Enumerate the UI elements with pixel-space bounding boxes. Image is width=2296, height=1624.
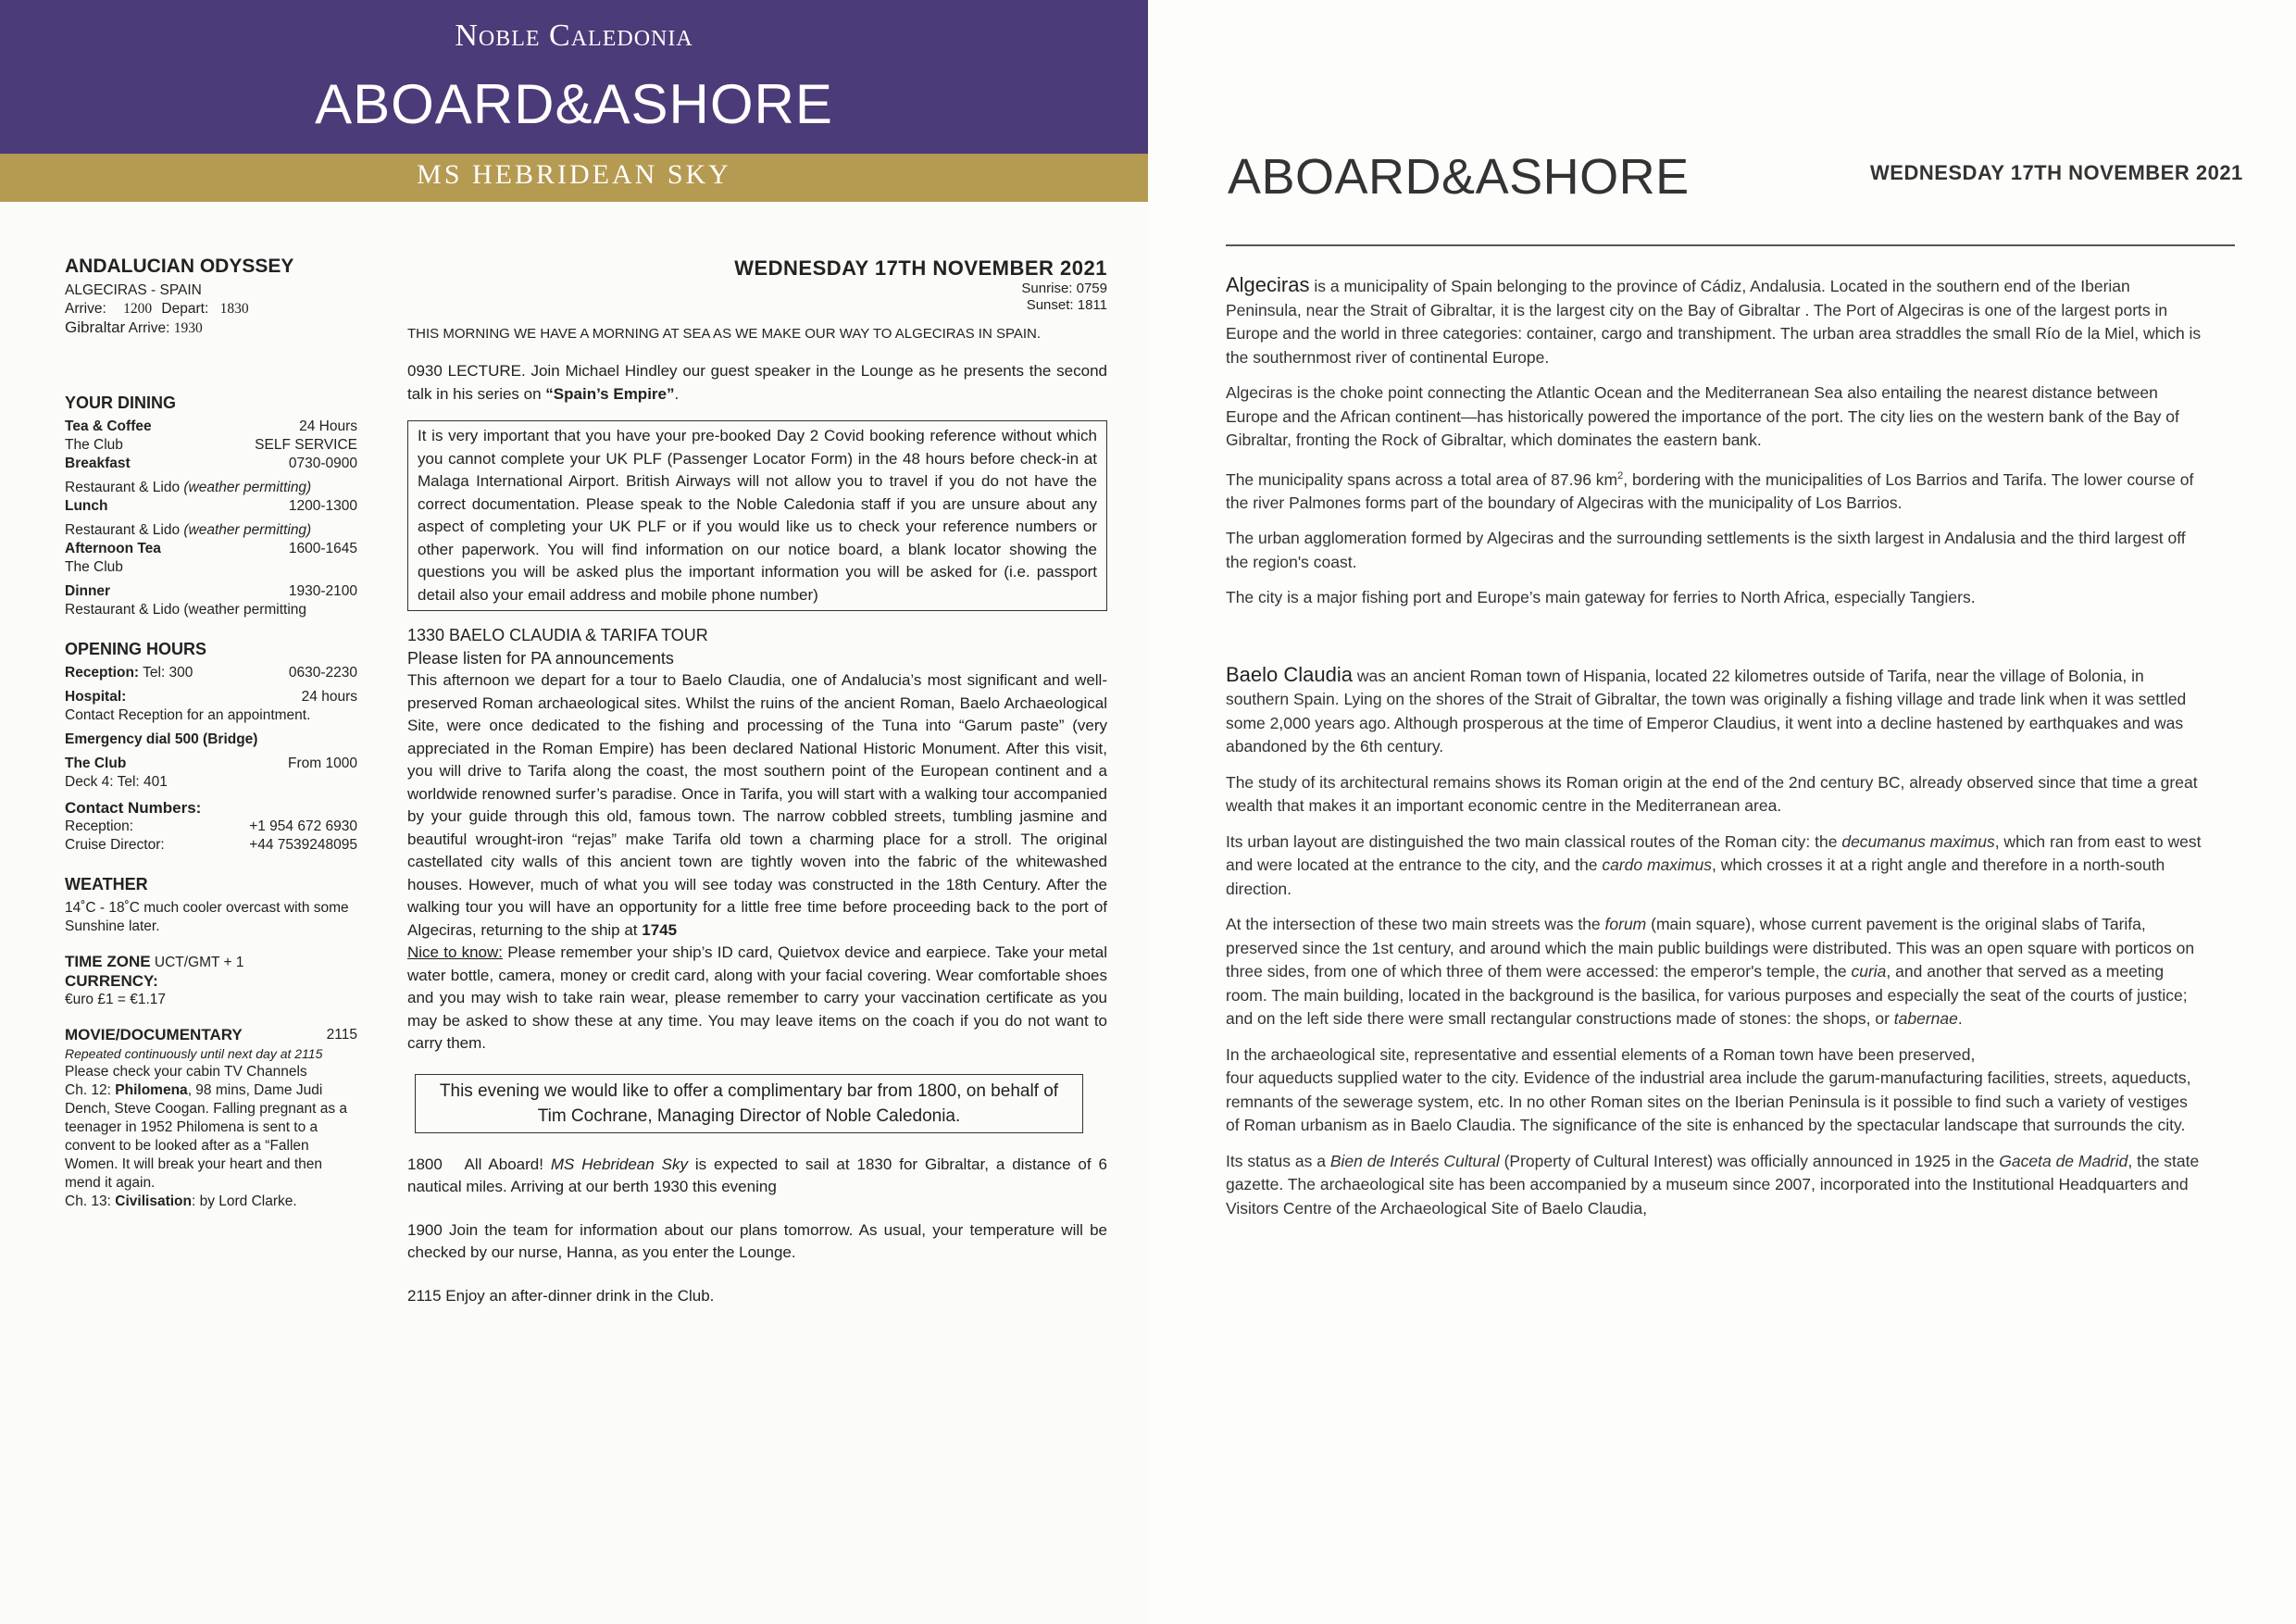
gib-arrive-label: Arrive:	[128, 320, 170, 336]
weather-heading: WEATHER	[65, 875, 148, 893]
depart-time: 1830	[219, 301, 249, 317]
lunch-weather: (weather permitting)	[183, 522, 312, 538]
afternoon-place: The Club	[65, 559, 123, 575]
baelo-p3-i1: decumanus maximus	[1841, 831, 1995, 851]
baelo-p3-c: , which crosses it at a right angle and therefore in a north-south direction.	[1226, 856, 2165, 898]
afternoon-time: 1600-1645	[288, 541, 357, 556]
tea-time: 24 Hours	[299, 418, 357, 434]
tea-service: SELF SERVICE	[255, 437, 357, 453]
header-banner	[0, 0, 1148, 154]
all-aboard-paragraph	[407, 1154, 1107, 1199]
algeciras-p5: The city is a major fishing port and Europe’s main gateway for ferries to North Africa, especially Tangiers.	[1226, 588, 1976, 607]
baelo-p5-a: In the archaeological site, representative and essential elements of a Roman town have been preserved,	[1226, 1044, 1976, 1064]
ch12-title: Philomena	[115, 1082, 188, 1098]
movie-time: 2115	[326, 1027, 357, 1043]
dining-heading: YOUR DINING	[65, 394, 177, 412]
baelo-p3	[1226, 831, 2203, 902]
baelo-p3-b: , which ran from east to west and were located at the entrance to the city, and the	[1226, 831, 2202, 875]
weather-text: 14˚C - 18˚C much cooler overcast with some Sunshine later.	[65, 900, 349, 934]
tea-label: Tea & Coffee	[65, 418, 152, 434]
sunset: Sunset: 1811	[1026, 296, 1107, 313]
channel-13	[65, 1193, 357, 1211]
aboard-time: 1800	[407, 1155, 443, 1173]
dinner-label: Dinner	[65, 583, 111, 599]
emergency-line: Emergency dial 500 (Bridge)	[65, 731, 258, 747]
baelo-p4-a: At the intersection of these two main streets was the	[1226, 915, 1605, 934]
sidebar	[65, 257, 357, 1211]
arrive-label: Arrive:	[65, 301, 106, 317]
algeciras-lead: Algeciras	[1226, 273, 1310, 296]
timezone-label: TIME ZONE	[65, 953, 151, 970]
currency-value: €uro £1 = €1.17	[65, 992, 167, 1007]
baelo-p4-i3: tabernae	[1893, 1009, 1958, 1029]
gib-arrive-time: 1930	[173, 320, 203, 336]
channel-12	[65, 1081, 357, 1193]
algeciras-p3-b: , bordering with the municipalities of Los Barrios and Tarifa. The lower course of the river Palmones forms part of the boundary of Algeciras with the municipality of Los Barrios.	[1226, 469, 2194, 512]
dinner-time: 1930-2100	[288, 583, 357, 599]
baelo-p5-b: four aqueducts supplied water to the city. Evidence of the industrial area include the garum-manufacturing facilities, streets, aqueducts, remnants of the sewerage system, etc. In no other Roman sites on the Iberian Peninsula is it possible to find such a variety of vestiges of Roman urbanism as in Baelo Claudia. The significance of the site is enhanced by the spectacular landscape that surrounds the city.	[1226, 1068, 2191, 1135]
contact-cd-number: +44 7539248095	[249, 837, 357, 853]
baelo-p6-i1: Bien de Interés Cultural	[1329, 1151, 1500, 1170]
breakfast-label: Breakfast	[65, 456, 131, 471]
team-text: Join the team for information about our plans tomorrow. As usual, your temperature will be checked by our nurse, Hanna, as you enter the Lounge.	[407, 1220, 1107, 1261]
masthead-title: ABOARD&ASHORE	[315, 73, 833, 135]
port-times	[65, 300, 357, 319]
reception-time: 0630-2230	[288, 665, 357, 681]
right-masthead: ABOARD&ASHORE	[1228, 149, 1690, 205]
aboard-text: is expected to sail at 1830 for Gibraltar, a distance of 6 nautical miles. Arriving at our berth 1930 this evening	[407, 1155, 1107, 1195]
dinner-place: Restaurant & Lido (weather permitting	[65, 602, 307, 618]
enjoy-paragraph	[407, 1285, 1107, 1308]
port-name: ALGECIRAS - SPAIN	[65, 282, 202, 298]
team-paragraph	[407, 1219, 1107, 1265]
algeciras-p2: Algeciras is the choke point connecting the Atlantic Ocean and the Mediterranean Sea also entailing the nearest distance between Europe and the African continent—has historically powered the importance of the port. The city lies on the western bank of the Bay of Gibraltar, fronting the Rock of Gibraltar, which dominates the eastern bank.	[1226, 383, 2179, 449]
tour-return-time: 1745	[642, 920, 678, 939]
gibraltar-times	[65, 319, 357, 338]
breakfast-place: Restaurant & Lido	[65, 480, 181, 495]
lunch-label: Lunch	[65, 498, 108, 514]
nice-to-know	[407, 942, 1107, 1056]
page-date: WEDNESDAY 17TH NOVEMBER 2021	[734, 256, 1107, 280]
lecture-end: .	[674, 384, 680, 403]
algeciras-p3	[1226, 465, 2203, 516]
ch13-label: Ch. 13:	[65, 1193, 111, 1209]
baelo-p6-c: , the state gazette. The archaeological site has been accompanied by a museum since 2007, incorporated into the Institutional Headquarters and Visitors Centre of the Archaeological Site of Baelo Claudia,	[1226, 1151, 2200, 1218]
contacts-heading: Contact Numbers:	[65, 799, 202, 817]
baelo-p1-text: was an ancient Roman town of Hispania, located 22 kilometres outside of Tarifa, near the village of Bolonia, in southern Spain. Lying on the shores of the Strait of Gibraltar, the town was originally a fishing village and trade link when it was settled some 2,000 years ago. Although prosperous at the time of Emperor Claudius, it went into a decline hastened by earthquakes and was abandoned by the 6th century.	[1226, 666, 2187, 756]
tour-subtitle: Please listen for PA announcements	[407, 648, 674, 668]
baelo-p6-a: Its status as a	[1226, 1151, 1330, 1170]
lecture-series: “Spain’s Empire”	[545, 384, 675, 403]
tour-paragraph	[407, 669, 1107, 942]
club-label: The Club	[65, 756, 127, 771]
depart-label: Depart:	[161, 301, 209, 317]
reception-label: Reception:	[65, 665, 140, 681]
tour-title: 1330 BAELO CLAUDIA & TARIFA TOUR	[407, 626, 708, 644]
aboard-ship: MS Hebridean Sky	[550, 1155, 688, 1173]
lunch-place: Restaurant & Lido	[65, 522, 181, 538]
hospital-time: 24 hours	[301, 689, 357, 705]
date-block	[407, 257, 1107, 314]
baelo-lead: Baelo Claudia	[1226, 662, 1353, 686]
baelo-p6-i2: Gaceta de Madrid	[1999, 1151, 2128, 1170]
intro-line: THIS MORNING WE HAVE A MORNING AT SEA AS WE MAKE OUR WAY TO ALGECIRAS IN SPAIN.	[407, 325, 1042, 342]
baelo-p4-d: .	[1957, 1009, 1963, 1029]
contact-reception-label: Reception:	[65, 818, 134, 834]
ship-banner	[0, 154, 1148, 202]
ch13-title: Civilisation	[115, 1193, 192, 1209]
afternoon-label: Afternoon Tea	[65, 541, 161, 556]
baelo-p3-i2: cardo maximus	[1602, 856, 1712, 875]
nice-label: Nice to know:	[407, 943, 504, 961]
ch12-label: Ch. 12:	[65, 1082, 111, 1098]
algeciras-p1-text: is a municipality of Spain belonging to the province of Cádiz, Andalusia. Located in the southern end of the Iberian Peninsula, near the Strait of Gibraltar, it is the largest city on the Bay of Gibraltar . The Port of Algeciras is one of the largest ports in Europe and the world in three categories: container, cargo and transhipment. The urban area straddles the small Río de la Miel, which is the southernmost river of continental Europe.	[1226, 277, 2202, 367]
club-time: From 1000	[288, 756, 357, 771]
enjoy-heading: 2115 Enjoy	[407, 1286, 485, 1305]
aboard-heading: All Aboard!	[464, 1155, 543, 1173]
reception-tel: Tel: 300	[143, 665, 193, 681]
breakfast-weather: (weather permitting)	[183, 480, 312, 495]
baelo-p3-a: Its urban layout are distinguished the two main classical routes of the Roman city: the	[1226, 831, 1842, 851]
brand-name: Noble Caledonia	[455, 19, 693, 53]
hours-heading: OPENING HOURS	[65, 640, 207, 658]
baelo-p4-c: , and another that served as a meeting room. The main building, located in the background is the basilica, for various purposes and especially the seat of the courts of justice; and on the left side there were small rectangular constructions made of stones: the shops, or	[1226, 962, 2188, 1029]
baelo-p5	[1226, 1043, 2203, 1138]
arrive-time: 1200	[123, 301, 153, 317]
algeciras-p3-a: The municipality spans across a total area of 87.96 km	[1226, 469, 1618, 489]
lunch-time: 1200-1300	[288, 498, 357, 514]
right-article	[1226, 273, 2203, 1232]
baelo-p2: The study of its architectural remains shows its Roman origin at the end of the 2nd century BC, already observed since that time a great wealth that makes it an important economic centre in the Mediterranean area.	[1226, 772, 2198, 816]
trip-title: ANDALUCIAN ODYSSEY	[65, 256, 294, 277]
algeciras-p3-sup: 2	[1617, 469, 1624, 481]
contact-cd-label: Cruise Director:	[65, 837, 165, 853]
baelo-p4	[1226, 913, 2203, 1031]
lecture-heading: 0930 LECTURE.	[407, 362, 526, 380]
sunrise: Sunrise: 0759	[1021, 280, 1107, 296]
header-divider	[1226, 244, 2235, 246]
ch12-text: , 98 mins, Dame Judi Dench, Steve Coogan. Falling pregnant as a teenager in 1952 Philomena is sent to a convent to be looked after as a “Fallen Women. It will break your heart and then mend it again.	[65, 1082, 348, 1191]
ship-name: MS HEBRIDEAN SKY	[417, 159, 731, 190]
bar-notice: This evening we would like to offer a complimentary bar from 1800, on behalf of Tim Cochrane, Managing Director of Noble Caledonia.	[415, 1074, 1083, 1133]
currency-label: CURRENCY:	[65, 972, 158, 990]
algeciras-p4: The urban agglomeration formed by Algeciras and the surrounding settlements is the sixth largest in Andalusia and the third largest off the region's coast.	[1226, 529, 2186, 571]
baelo-p4-i2: curia	[1851, 962, 1887, 981]
lecture-text: Join Michael Hindley our guest speaker in the Lounge as he presents the second talk in his series on	[407, 362, 1107, 403]
baelo-p4-b: (main square), whose current pavement is the original slabs of Tarifa, preserved since the 1st century, and around which the main public buildings were distributed. This was an open square with porticos on three sides, from one of which three of them were accessed: the emperor's temple, the	[1226, 915, 2195, 981]
baelo-p1	[1226, 663, 2203, 759]
movie-repeat: Repeated continuously until next day at 2115	[65, 1046, 323, 1061]
section-gap	[1226, 622, 2203, 663]
covid-notice: It is very important that you have your pre-booked Day 2 Covid booking reference without which you cannot complete your UK PLF (Passenger Locator Form) in the 48 hours before check-in at Malaga International Airport. British Airways will not allow you to travel if you do not have the correct documentation. Please speak to the Noble Caledonia staff if you are unsure about any aspect of completing your UK PLF or if you would like us to check your reference numbers or other paperwork. You will find information on our notice board, a blank locator showing the questions you will be asked plus the important information you will be asked for (i.e. passport detail also your email address and mobile phone number)	[407, 420, 1107, 611]
nice-text: Please remember your ship’s ID card, Quietvox device and earpiece. Take your metal water bottle, camera, money or credit card, along with your facial covering. Wear comfortable shoes and you may wish to take rain wear, please remember to carry your vaccination certificate as you may be asked to show these at any time. You may leave items on the coach if you do not want to carry them.	[407, 943, 1107, 1052]
team-time: 1900	[407, 1220, 443, 1239]
baelo-p6-b: (Property of Cultural Interest) was officially announced in 1925 in the	[1499, 1151, 2000, 1170]
baelo-p6	[1226, 1150, 2203, 1221]
contact-reception-number: +1 954 672 6930	[249, 818, 357, 834]
hospital-label: Hospital:	[65, 689, 127, 705]
tour-text: This afternoon we depart for a tour to Baelo Claudia, one of Andalucia’s most significant and well-preserved Roman archaeological sites. Whilst the ruins of the ancient Roman, Baelo Archaeological Site, were once dedicated to the fishing and processing of the Tuna into “Garum paste” (very appreciated in the Roman Empire) has been declared National Historic Monument. After this visit, you will drive to Tarifa along the coast, the most southern point of the European continent and a worldwide renowned surfer’s paradise. Once in Tarifa, you will start with a walking tour accompanied by your guide through this old, famous town. The narrow cobbled streets, tumbling jasmine and beautiful wrought-iron “rejas” make Tarifa old town a charming place for a stroll. The original castellated city walls of this ancient town are tightly woven into the fabric of the whitewashed houses. However, much of what you will see today was constructed in the 18th Century. After the walking tour you will have an opportunity for a little free time before proceeding back to the port of Algeciras, returning to the ship at	[407, 671, 1107, 939]
tea-place: The Club	[65, 437, 123, 453]
movie-check: Please check your cabin TV Channels	[65, 1064, 307, 1080]
breakfast-time: 0730-0900	[288, 456, 357, 471]
lecture-paragraph	[407, 360, 1107, 406]
club-deck: Deck 4: Tel: 401	[65, 774, 168, 790]
main-column	[407, 257, 1107, 1307]
hospital-note: Contact Reception for an appointment.	[65, 707, 311, 723]
ch13-text: : by Lord Clarke.	[191, 1193, 297, 1209]
baelo-p4-i1: forum	[1604, 915, 1647, 934]
enjoy-text: an after-dinner drink in the Club.	[484, 1286, 715, 1305]
timezone-value: UCT/GMT + 1	[154, 955, 244, 970]
right-date: WEDNESDAY 17TH NOVEMBER 2021	[1870, 161, 2243, 184]
algeciras-p1	[1226, 273, 2203, 369]
movie-heading: MOVIE/DOCUMENTARY	[65, 1026, 243, 1043]
gibraltar-label: Gibraltar	[65, 319, 126, 336]
